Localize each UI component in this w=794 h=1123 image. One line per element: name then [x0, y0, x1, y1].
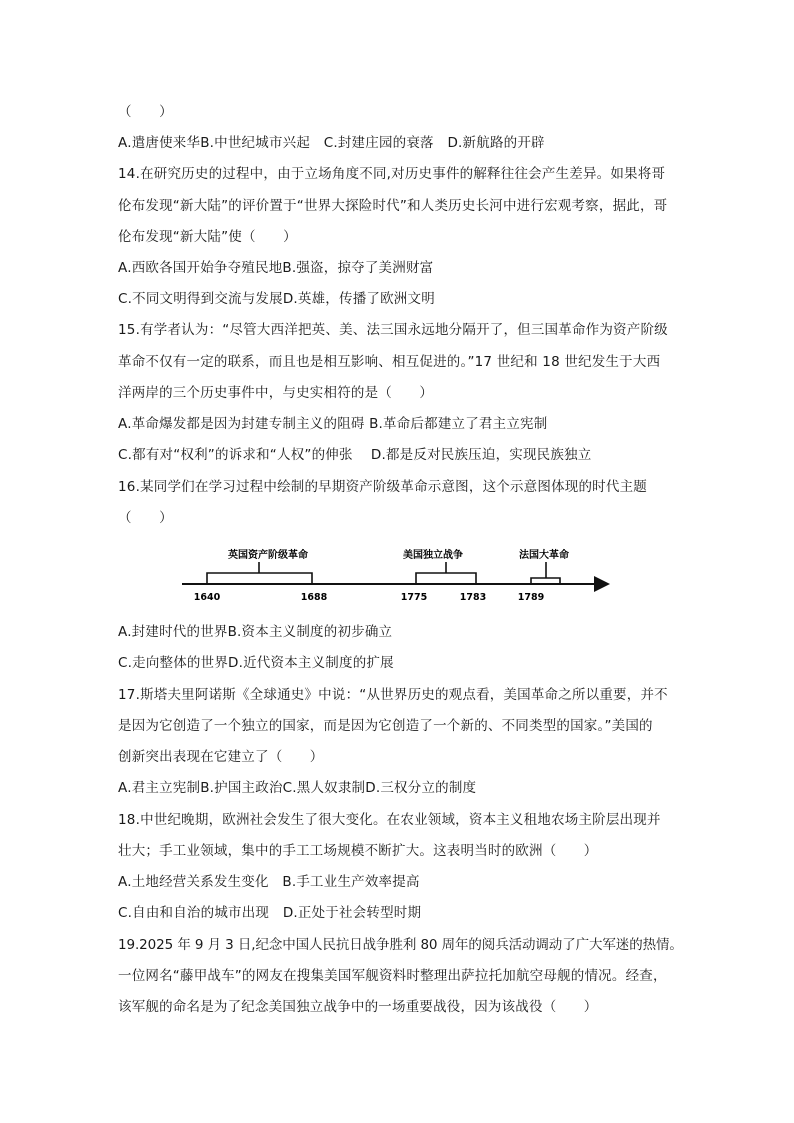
q17-options: A.君主立宪制B.护国主政治C.黑人奴隶制D.三权分立的制度	[118, 780, 477, 796]
q19-stem-2: 一位网名“藤甲战车”的网友在搜集美国军舰资料时整理出萨拉托加航空母舰的情况。经查，	[118, 968, 667, 984]
q16-blank: （ ）	[118, 510, 173, 526]
q13-blank: （ ）	[118, 104, 173, 120]
bracket-american-war	[416, 573, 476, 584]
q15-options-ab: A.革命爆发都是因为封建专制主义的阻碍 B.革命后都建立了君主立宪制	[118, 416, 548, 432]
q18-options-cd: C.自由和自治的城市出现 D.正处于社会转型时期	[118, 905, 422, 921]
q14-options-cd: C.不同文明得到交流与发展D.英雄，传播了欧洲文明	[118, 291, 435, 307]
event-label-english-revolution: 英国资产阶级革命	[228, 550, 308, 561]
year-1775: 1775	[400, 592, 428, 603]
q14-options-ab: A.西欧各国开始争夺殖民地B.强盗，掠夺了美洲财富	[118, 260, 434, 276]
q15-stem-1: 15.有学者认为：“尽管大西洋把英、美、法三国永远地分隔开了，但三国革命作为资产阶级	[118, 322, 668, 338]
q19-stem-3: 该军舰的命名是为了纪念美国独立战争中的一场重要战役，因为该战役（ ）	[118, 999, 598, 1015]
q16-options-cd: C.走向整体的世界D.近代资本主义制度的扩展	[118, 655, 394, 671]
q18-stem-1: 18.中世纪晚期，欧洲社会发生了很大变化。在农业领域，资本主义租地农场主阶层出现并	[118, 812, 661, 828]
q19-stem-1: 19.2025 年 9 月 3 日,纪念中国人民抗日战争胜利 80 周年的阅兵活动调动了广大军迷的热情。	[118, 937, 683, 953]
year-1688: 1688	[300, 592, 328, 603]
q15-options-cd: C.都有对“权利”的诉求和“人权”的伸张 D.都是反对民族压迫，实现民族独立	[118, 447, 592, 463]
q17-stem-2: 是因为它创造了一个独立的国家，而是因为它创造了一个新的、不同类型的国家。”美国的	[118, 718, 653, 734]
bracket-english-revolution	[207, 573, 312, 584]
q14-stem-1: 14.在研究历史的过程中，由于立场角度不同,对历史事件的解释往往会产生差异。如果将哥	[118, 166, 666, 182]
event-label-french-revolution: 法国大革命	[519, 550, 569, 561]
q18-stem-2: 壮大；手工业领域，集中的手工工场规模不断扩大。这表明当时的欧洲（ ）	[118, 843, 598, 859]
q18-options-ab: A.土地经营关系发生变化 B.手工业生产效率提高	[118, 874, 420, 890]
q17-stem-3: 创新突出表现在它建立了（ ）	[118, 749, 324, 765]
event-label-american-war: 美国独立战争	[403, 550, 463, 561]
q17-stem-1: 17.斯塔夫里阿诺斯《全球通史》中说：“从世界历史的观点看，美国革命之所以重要，并不	[118, 687, 668, 703]
year-1789: 1789	[517, 592, 545, 603]
q15-stem-3: 洋两岸的三个历史事件中，与史实相符的是（ ）	[118, 385, 434, 401]
q16-options-ab: A.封建时代的世界B.资本主义制度的初步确立	[118, 624, 393, 640]
year-1640: 1640	[193, 592, 221, 603]
year-1783: 1783	[459, 592, 487, 603]
q16-stem-1: 16.某同学们在学习过程中绘制的早期资产阶级革命示意图，这个示意图体现的时代主题	[118, 479, 647, 495]
q15-stem-2: 革命不仅有一定的联系，而且也是相互影响、相互促进的。”17 世纪和 18 世纪发生于大西	[118, 354, 661, 370]
q14-stem-2: 伦布发现“新大陆”的评价置于“世界大探险时代”和人类历史长河中进行宏观考察，据此，哥	[118, 198, 668, 214]
revolution-timeline	[180, 540, 620, 610]
q14-stem-3: 伦布发现“新大陆”使（ ）	[118, 229, 297, 245]
q13-options: A.遣唐使来华B.中世纪城市兴起 C.封建庄园的衰落 D.新航路的开辟	[118, 135, 545, 151]
